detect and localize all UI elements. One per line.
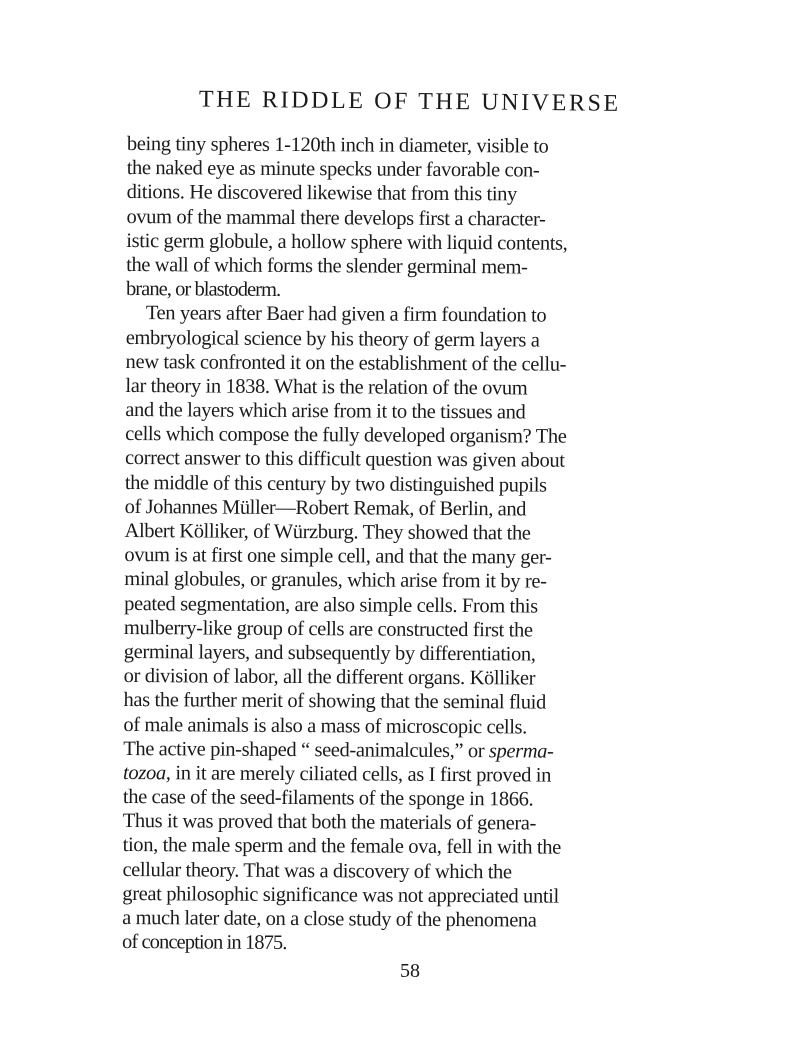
body-text: [122, 132, 687, 958]
text-line: germinal layers, and subsequently by differentiation,: [123, 640, 536, 666]
text-line: the naked eye as minute specks under favorable con-: [126, 157, 540, 182]
text-line: tion, the male sperm and the female ova, fell in with the: [122, 834, 561, 860]
text-line: great philosophic significance was not appreciated until: [122, 882, 559, 908]
paragraph-first-line: Ten years after Baer had given a firm foundation to: [145, 302, 547, 327]
text-line: mulberry-like group of cells are constructed first the: [123, 616, 533, 642]
text-line: the case of the seed-filaments of the sponge in 1866.: [122, 786, 534, 811]
text-line: Albert Kölliker, of Würzburg. They showed that the: [124, 519, 531, 545]
italic-term: sperma-: [488, 739, 554, 763]
text-line: a much later date, on a close study of the phenomena: [122, 906, 537, 932]
text-line: brane, or blastoderm.: [125, 278, 281, 302]
text-segment: The active pin-shaped “ seed-animalcules,” or: [123, 737, 485, 762]
text-line: Thus it was proved that both the materials of genera-: [122, 810, 537, 835]
text-line: of conception in 1875.: [121, 931, 287, 955]
text-line: cells which compose the fully developed organism? The: [125, 423, 567, 448]
text-line: the middle of this century by two distinguished pupils: [124, 471, 547, 497]
text-line: has the further merit of showing that the seminal fluid: [123, 689, 546, 714]
text-line: istic germ globule, a hollow sphere with liquid contents,: [126, 229, 568, 255]
text-line: embryological science by his theory of germ layers a: [125, 326, 540, 352]
text-line: new task confronted it on the establishment of the cellu-: [125, 350, 567, 376]
text-line: the wall of which forms the slender germinal mem-: [126, 253, 528, 279]
italic-term: tozoa,: [123, 761, 171, 785]
text-line-with-italic: [123, 761, 683, 789]
text-line: ovum is at first one simple cell, and that the many ger-: [124, 544, 552, 569]
text-line: lar theory in 1838. What is the relation of the ovum: [125, 374, 528, 400]
text-line-with-italic: [123, 737, 683, 765]
text-line: being tiny spheres 1-120th inch in diameter, visible to: [126, 132, 549, 158]
text-line: or division of labor, all the different organs. Kölliker: [123, 665, 536, 690]
text-line: of male animals is also a mass of microscopic cells.: [123, 713, 528, 738]
text-line: cellular theory. That was a discovery of which the: [122, 858, 512, 883]
text-line: correct answer to this difficult question was given about: [124, 447, 565, 473]
text-segment: in it are merely ciliated cells, as I first proved in: [175, 762, 552, 787]
text-line: of Johannes Müller—Robert Remak, of Berlin, and: [124, 495, 527, 521]
text-line: peated segmentation, are also simple cells. From this: [124, 592, 538, 618]
running-head: THE RIDDLE OF THE UNIVERSE: [198, 86, 621, 117]
text-line: ovum of the mammal there develops first a character-: [126, 205, 546, 231]
text-line: minal globules, or granules, which arise from it by re-: [124, 568, 547, 593]
page-number: 58: [400, 960, 420, 982]
text-line: and the layers which arise from it to the tissues and: [125, 399, 526, 424]
text-line: ditions. He discovered likewise that from this tiny: [126, 181, 518, 206]
